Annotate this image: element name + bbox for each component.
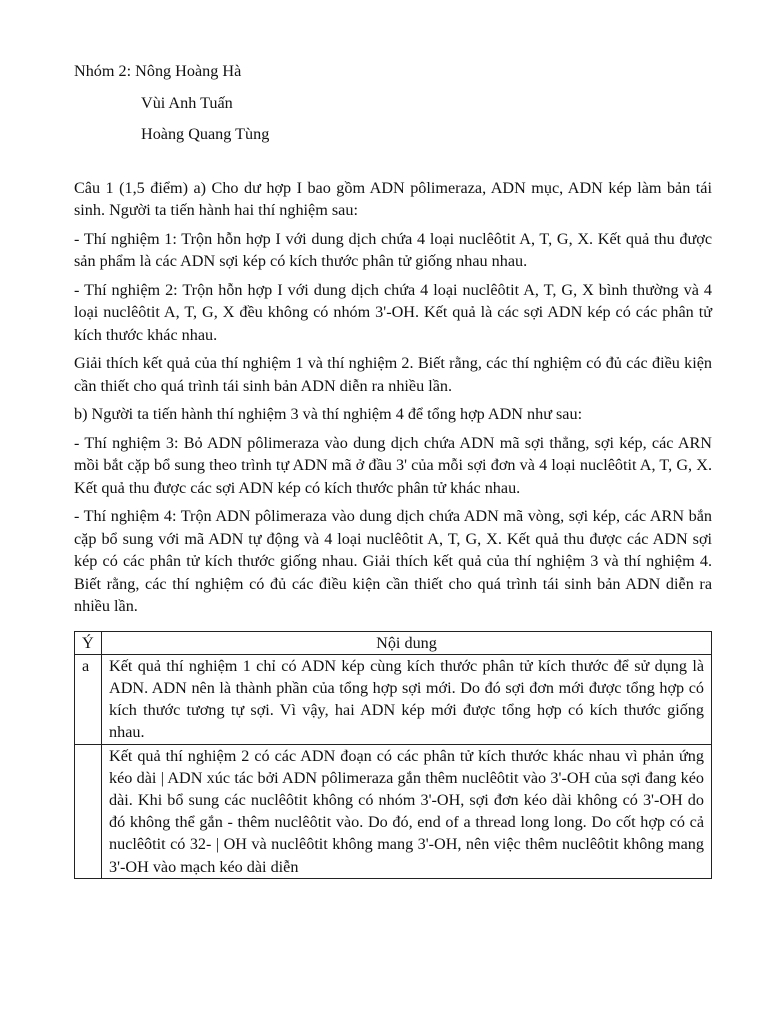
spacer: [74, 153, 712, 177]
group-member: Hoàng Quang Tùng: [141, 125, 270, 143]
column-header-content: Nội dung: [102, 631, 712, 654]
explain-part-a: Giải thích kết quả của thí nghiệm 1 và thí nghiệm 2. Biết rằng, các thí nghiệm có đủ các điều kiện cần thiết cho quá trình tái sinh bản ADN diễn ra nhiều lần.: [74, 354, 712, 395]
row-label: a: [75, 654, 102, 744]
column-header-y: Ý: [75, 631, 102, 654]
table-header-row: [75, 631, 712, 654]
row-content: Kết quả thí nghiệm 2 có các ADN đoạn có các phân tử kích thước khác nhau vì phản ứng kéo dài | ADN xúc tác bởi ADN pôlimeraza gắn thêm nuclêôtit vào 3'-OH của sợi đang kéo dài. Khi bổ sung các nuclêôtit không có nhóm 3'-OH, sợi đơn kéo dài không có 3'-OH do đó không thể gắn - thêm nuclêôtit vào. Do đó, end of a thread long long. Do cốt hợp có cả nuclêôtit có 32- | OH và nuclêôtit không mang 3'-OH, nên việc thêm nuclêôtit không mang 3'-OH vào mạch kéo dài diễn: [109, 746, 704, 876]
answer-table: [74, 631, 712, 879]
table-row: [75, 654, 712, 744]
row-content-cell: [102, 744, 712, 878]
group-member: Vùi Anh Tuấn: [141, 93, 233, 112]
experiment-1: - Thí nghiệm 1: Trộn hỗn hợp I với dung dịch chứa 4 loại nuclêôtit A, T, G, X. Kết quả thu được sản phẩm là các ADN sợi kép có kích thước phân tử giống nhau nhau.: [74, 229, 712, 270]
experiment-4: - Thí nghiệm 4: Trộn ADN pôlimeraza vào dung dịch chứa ADN mã vòng, sợi kép, các ARN bắn cặp bổ sung với mã ADN tự động và 4 loại nuclêôtit A, T, G, X. Kết quả thu được các ADN sợi kép có các phân tử kích thước giống nhau. Giải thích kết quả của thí nghiệm 3 và thí nghiệm 4. Biết rằng, các thí nghiệm có đủ các điều kiện cần thiết cho quá trình tái sinh bản ADN diễn ra nhiều lần.: [74, 507, 712, 615]
experiment-2: - Thí nghiệm 2: Trộn hỗn hợp I với dung dịch chứa 4 loại nuclêôtit A, T, G, X bình thường và 4 loại nuclêôtit A, T, G, X đều không có nhóm 3'-OH. Kết quả là các sợi ADN kép có các phân tử kích thước khác nhau.: [74, 280, 712, 344]
row-label-empty: [75, 744, 102, 878]
group-heading: Nhóm 2: Nông Hoàng Hà: [74, 62, 242, 80]
experiment-3: - Thí nghiệm 3: Bỏ ADN pôlimeraza vào dung dịch chứa ADN mã sợi thẳng, sợi kép, các ARN mồi bắt cặp bổ sung theo trình tự ADN mã ở đầu 3' của mỗi sợi đơn và 4 loại nuclêôtit A, T, G, X. Kết quả thu được các sợi ADN kép có kích thước phân tử khác nhau.: [74, 433, 712, 497]
document-page: [74, 58, 712, 879]
table-row: [75, 744, 712, 878]
question-intro: Câu 1 (1,5 điểm) a) Cho dư hợp I bao gồm ADN pôlimeraza, ADN mục, ADN kép làm bản tái sinh. Người ta tiến hành hai thí nghiệm sau:: [74, 178, 712, 219]
row-content: Kết quả thí nghiệm 1 chỉ có ADN kép cùng kích thước phân tử kích thước để sử dụng là ADN. ADN nên là thành phần của tổng hợp sợi mới. Do đó sợi đơn mới được tổng hợp có kích thước tương tự sợi. Vì vậy, hai ADN kép mới được tổng hợp có kích thước giống nhau.: [102, 654, 712, 744]
part-b-intro: b) Người ta tiến hành thí nghiệm 3 và thí nghiệm 4 để tổng hợp ADN như sau:: [74, 405, 583, 423]
